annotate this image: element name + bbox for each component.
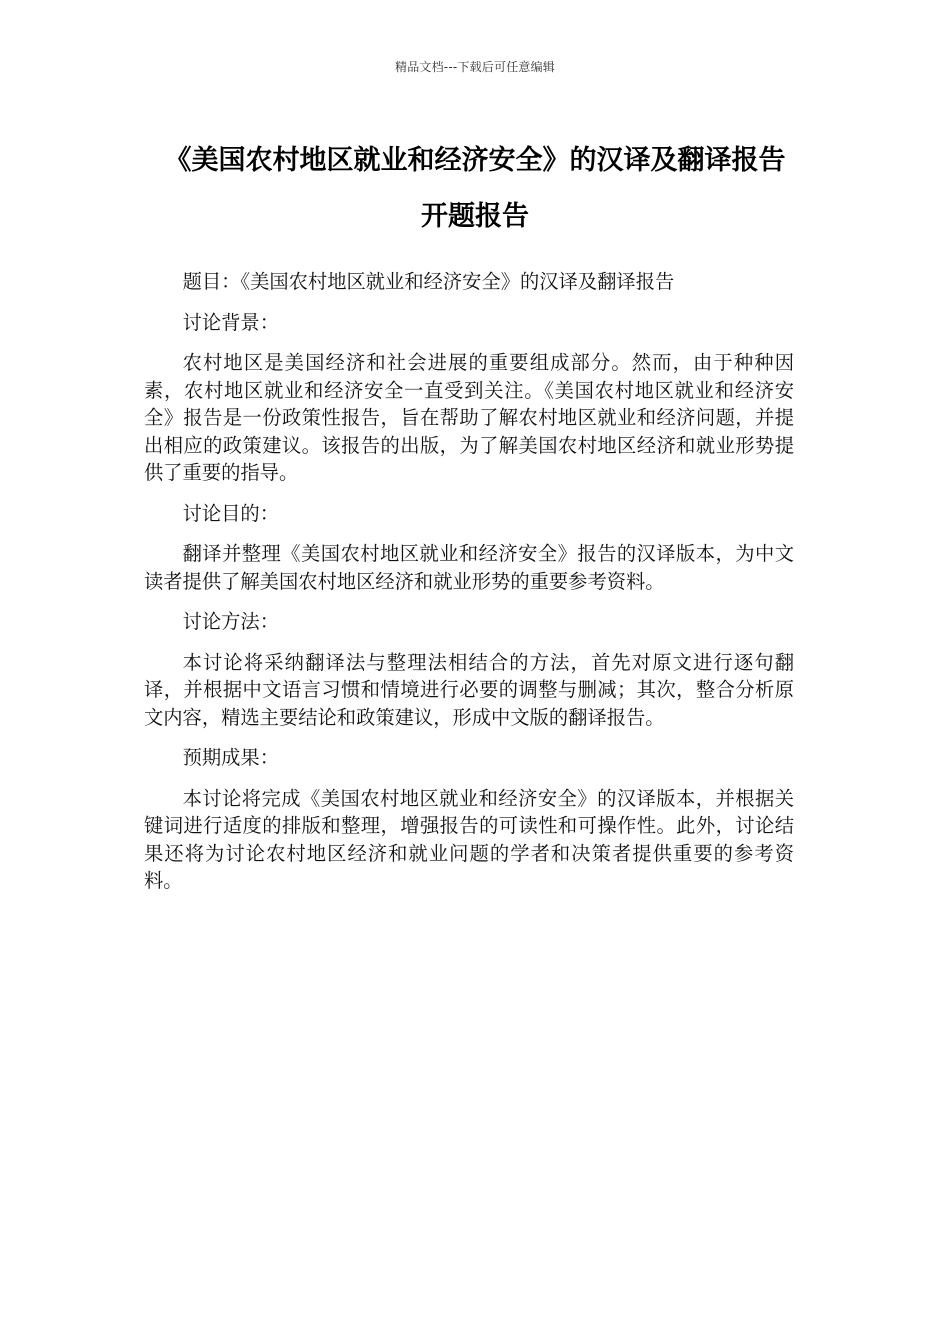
method-paragraph: 本讨论将采纳翻译法与整理法相结合的方法，首先对原文进行逐句翻译，并根据中文语言习惯和情境进行必要的调整与删减；其次，整合分析原文内容，精选主要结论和政策建议，形成中文版的翻译报告。 [144,650,794,729]
purpose-label: 讨论目的： [182,501,279,525]
document-body [144,268,794,908]
purpose-paragraph: 翻译并整理《美国农村地区就业和经济安全》报告的汉译版本，为中文读者提供了解美国农村地区经济和就业形势的重要参考资料。 [144,542,794,593]
method-label: 讨论方法： [182,610,279,633]
topic-line: 题目：《美国农村地区就业和经济安全》的汉译及翻译报告 [182,270,675,293]
document-title [0,133,950,245]
title-line-1: 《美国农村地区就业和经济安全》的汉译及翻译报告 [164,145,786,176]
background-label: 讨论背景： [182,310,279,334]
header-note: 精品文档---下载后可任意编辑 [395,60,555,74]
outcome-label: 预期成果： [182,746,279,769]
title-line-2: 开题报告 [421,201,529,232]
outcome-paragraph: 本讨论将完成《美国农村地区就业和经济安全》的汉译版本，并根据关键词进行适度的排版和整理，增强报告的可读性和可操作性。此外，讨论结果还将为讨论农村地区经济和就业问题的学者和决策者提供重要的参考资料。 [144,786,794,892]
background-paragraph: 农村地区是美国经济和社会进展的重要组成部分。然而，由于种种因素，农村地区就业和经济安全一直受到关注。《美国农村地区就业和经济安全》报告是一份政策性报告，旨在帮助了解农村地区就业和经济问题，并提出相应的政策建议。该报告的出版，为了解美国农村地区经济和就业形势提供了重要的指导。 [144,351,794,484]
